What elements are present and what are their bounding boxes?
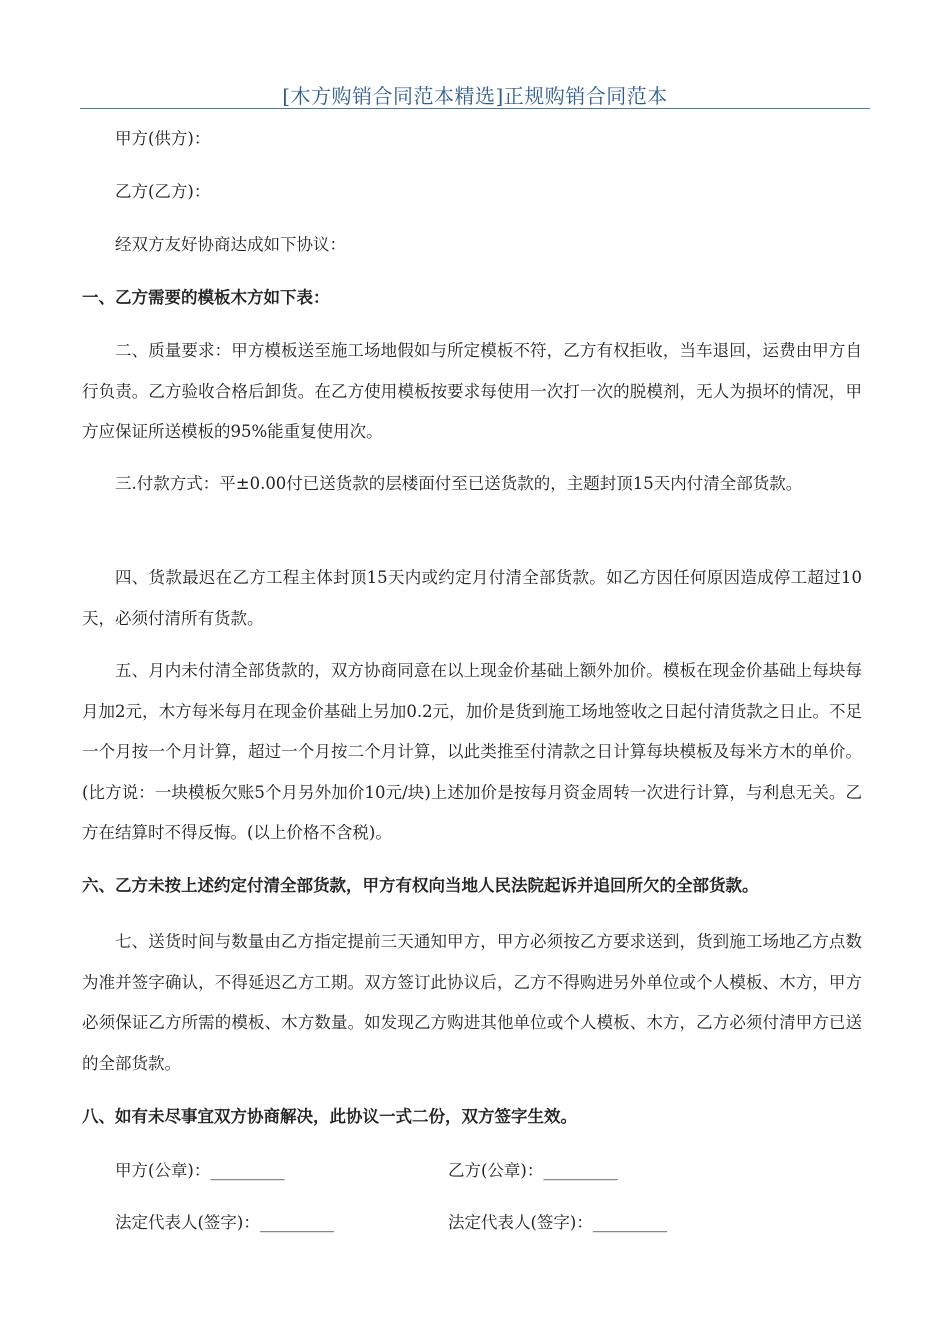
clause-7-paragraph: 七、送货时间与数量由乙方指定提前三天通知甲方，甲方必须按乙方要求送到，货到施工场地乙方点数为准并签字确认，不得延迟乙方工期。双方签订此协议后，乙方不得购进另外单位或个人模板、木方，甲方必须保证乙方所需的模板、木方数量。如发现乙方购进其他单位或个人模板、木方，乙方必须付清甲方已送的全部货款。: [82, 932, 862, 1073]
party-b-rep-line: [448, 1211, 667, 1235]
clause-2-paragraph: 二、质量要求：甲方模板送至施工场地假如与所定模板不符，乙方有权拒收，当车退回，运费由甲方自行负责。乙方验收合格后卸货。在乙方使用模板按要求每使用一次打一次的脱模剂，无人为损坏的情况，甲方应保证所送模板的95%能重复使用次。: [82, 341, 862, 441]
document-header-title: [木方购销合同范本精选]正规购销合同范本: [282, 84, 668, 108]
clause-3-paragraph: 三.付款方式：平±0.00付已送货款的层楼面付至已送货款的，主题封顶15天内付清全部货款。: [115, 474, 803, 493]
party-a-line: 甲方(供方)：: [115, 129, 211, 148]
party-b-rep-label: 法定代表人(签字)：: [448, 1213, 593, 1232]
party-b-rep-blank[interactable]: _________: [592, 1213, 668, 1232]
intro-paragraph: 经双方友好协商达成如下协议：: [115, 235, 346, 254]
party-b-seal-blank[interactable]: _________: [543, 1161, 618, 1180]
party-a-seal-blank[interactable]: _________: [210, 1161, 285, 1180]
party-b-seal-line: [448, 1159, 618, 1183]
party-a-rep-line: [115, 1211, 334, 1235]
party-a-rep-blank[interactable]: _________: [259, 1213, 335, 1232]
header-divider: [80, 108, 870, 109]
clause-1-heading: 一、乙方需要的模板木方如下表：: [82, 288, 330, 307]
party-b-seal-label: 乙方(公章)：: [448, 1161, 544, 1180]
party-b-line: 乙方(乙方)：: [115, 182, 211, 201]
clause-8-heading: 八、如有未尽事宜双方协商解决，此协议一式二份，双方签字生效。: [82, 1107, 577, 1126]
clause-6-heading: 六、乙方未按上述约定付清全部货款，甲方有权向当地人民法院起诉并追回所欠的全部货款。: [82, 876, 759, 895]
clause-5-paragraph: 五、月内未付清全部货款的，双方协商同意在以上现金价基础上额外加价。模板在现金价基础上每块每月加2元，木方每米每月在现金价基础上另加0.2元，加价是货到施工场地签收之日起付清货款之日止。不足一个月按一个月计算，超过一个月按二个月计算，以此类推至付清款之日计算每块模板及每米方木的单价。(比方说：一块模板欠账5个月另外加价10元/块)上述加价是按每月资金周转一次进行计算，与利息无关。乙方在结算时不得反悔。(以上价格不含税)。: [82, 661, 862, 842]
party-a-seal-line: [115, 1159, 285, 1183]
clause-4-paragraph: 四、货款最迟在乙方工程主体封顶15天内或约定月付清全部货款。如乙方因任何原因造成停工超过10天，必须付清所有货款。: [82, 568, 862, 628]
party-a-seal-label: 甲方(公章)：: [115, 1161, 211, 1180]
party-a-rep-label: 法定代表人(签字)：: [115, 1213, 260, 1232]
